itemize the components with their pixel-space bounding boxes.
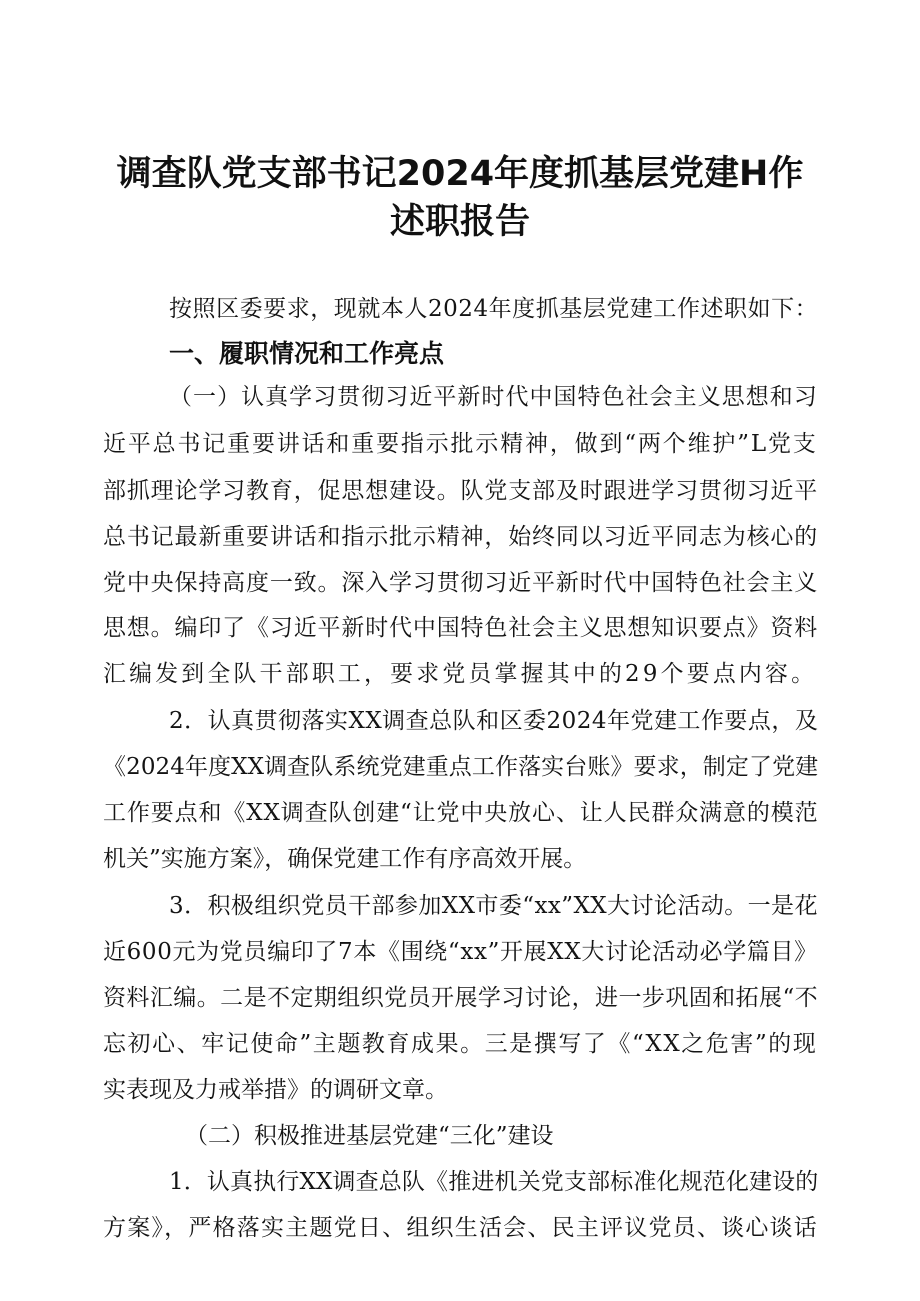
paragraph-line: 党中央保持高度一致。深入学习贯彻习近平新时代中国特色社会主义 [103,570,819,596]
document-title-line-2: 述职报告 [389,202,530,242]
subsection-heading: （二）积极推进基层党建“三化”建设 [185,1123,554,1149]
paragraph-line: 忘初心、牢记使命”主题教育成果。三是撰写了《“XX之危害”的现 [103,1031,818,1057]
paragraph-line: （一）认真学习贯彻习近平新时代中国特色社会主义思想和习 [169,384,818,410]
paragraph-line: 实表现及力戒举措》的调研文章。 [103,1077,448,1103]
paragraph-line: 思想。编印了《习近平新时代中国特色社会主义思想知识要点》资料 [103,615,819,641]
paragraph-line: 资料汇编。二是不定期组织党员开展学习讨论，进一步巩固和拓展“不 [103,985,819,1011]
paragraph-line: 《2024年度XX调查队系统党建重点工作落实台账》要求，制定了党建 [103,754,819,780]
paragraph-line: 近平总书记重要讲话和重要指示批示精神，做到“两个维护”L党支 [103,431,818,457]
paragraph-line: 近600元为党员编印了7本《围绕“xx”开展XX大讨论活动必学篇目》 [103,939,818,965]
intro-paragraph: 按照区委要求，现就本人2024年度抓基层党建工作述职如下： [169,296,819,322]
paragraph-line: 部抓理论学习教育，促思想建设。队党支部及时跟进学习贯彻习近平 [103,478,819,504]
paragraph-line: 机关”实施方案》，确保党建工作有序高效开展。 [103,846,587,872]
paragraph-line: 3．积极组织党员干部参加XX市委“xx”XX大讨论活动。一是花 [169,893,818,919]
document-title-line-1: 调查队党支部书记2024年度抓基层党建H作 [116,154,804,194]
paragraph-line: 2．认真贯彻落实XX调查总队和区委2024年党建工作要点，及 [169,708,819,734]
section-heading: 一、履职情况和工作亮点 [169,339,445,368]
paragraph-line: 工作要点和《XX调查队创建“让党中央放心、让人民群众满意的模范 [103,800,819,826]
paragraph-line: 1．认真执行XX调查总队《推进机关党支部标准化规范化建设的 [169,1169,819,1195]
paragraph-line: 总书记最新重要讲话和指示批示精神，始终同以习近平同志为核心的 [103,524,819,550]
paragraph-line: 方案》，严格落实主题党日、组织生活会、民主评议党员、谈心谈话 [103,1215,818,1241]
paragraph-line: 汇编发到全队干部职工，要求党员掌握其中的29个要点内容。 [103,661,818,687]
